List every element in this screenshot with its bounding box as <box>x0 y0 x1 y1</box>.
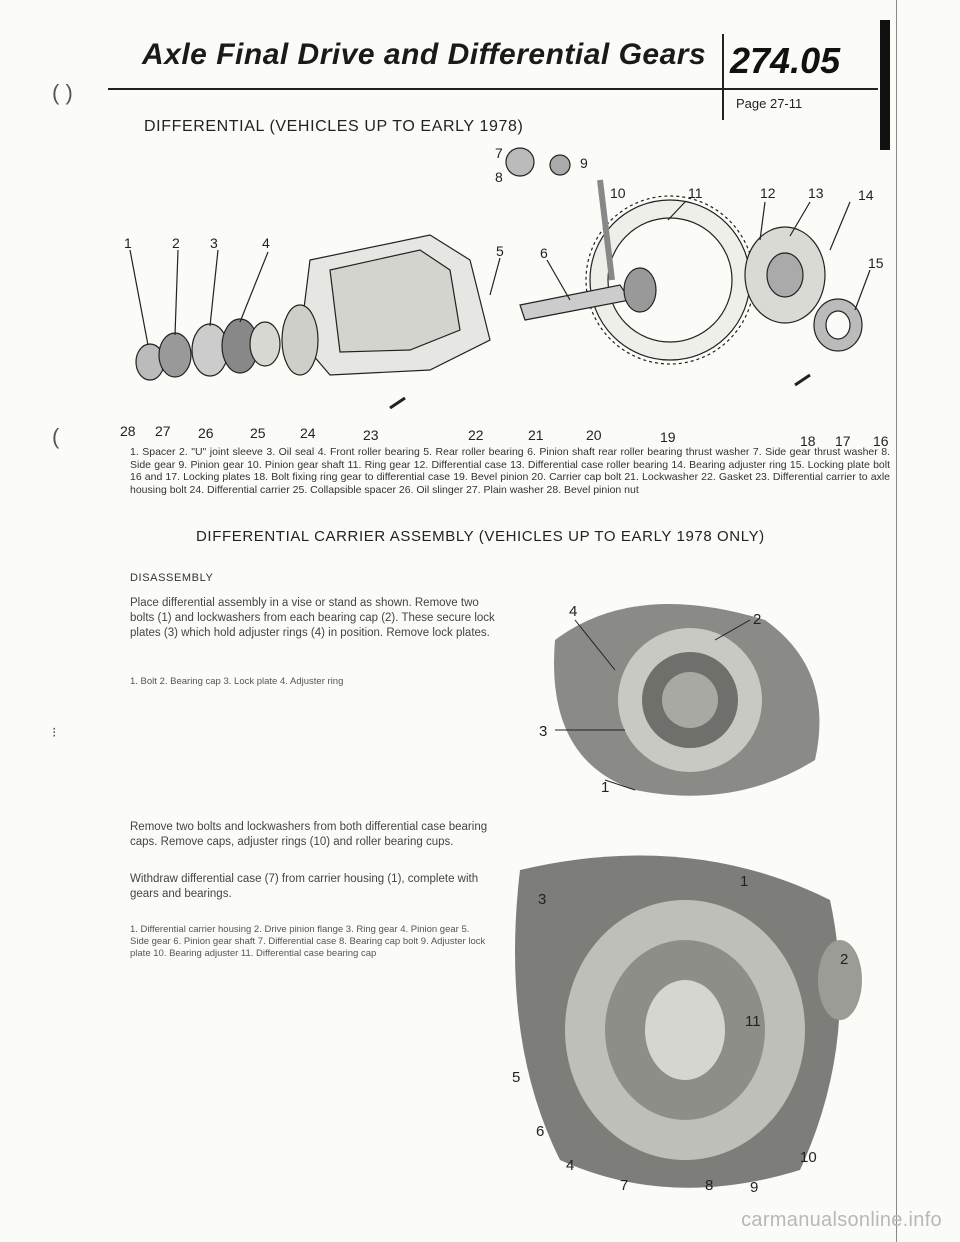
svg-text:9: 9 <box>580 155 588 171</box>
svg-text:7: 7 <box>620 1177 629 1194</box>
svg-text:3: 3 <box>539 723 548 740</box>
svg-text:18: 18 <box>800 433 816 449</box>
svg-text:6: 6 <box>540 245 548 261</box>
svg-text:4: 4 <box>569 603 578 620</box>
binding-hole-mark: ⁝ <box>52 724 57 740</box>
svg-text:17: 17 <box>835 433 851 449</box>
svg-text:2: 2 <box>840 951 849 968</box>
svg-text:13: 13 <box>808 185 824 201</box>
svg-text:7: 7 <box>495 145 503 161</box>
photo-differential-vise <box>515 580 860 805</box>
svg-text:22: 22 <box>468 427 484 443</box>
svg-text:8: 8 <box>705 1177 714 1194</box>
svg-text:27: 27 <box>155 423 171 439</box>
watermark: carmanualsonline.info <box>741 1209 942 1231</box>
binding-hole-mark: ( <box>52 424 60 449</box>
svg-text:6: 6 <box>536 1123 545 1140</box>
svg-text:1: 1 <box>601 779 610 796</box>
diagram-caption: 1. Spacer 2. "U" joint sleeve 3. Oil seal 4. Front roller bearing 5. Rear roller bearing 6. Pinion shaft rear roller bearing thrust washer 7. Side gear thrust washer 8. Side gear 9. Pinion gear 10. Pinion gear shaft 11. Ring gear 12. Differential case 13. Differential case roller bearing 14. Bearing adjuster ring 15. Locking plate bolt 16 and 17. Locking plates 18. Bolt fixing ring gear to differential case 19. Bevel pinion 20. Carrier cap bolt 21. Lockwasher 22. Gasket 23. Differential carrier to axle housing bolt 24. Differential carrier 25. Collapsible spacer 26. Oil slinger 27. Plain washer 28. Bevel pinion nut <box>130 446 890 496</box>
svg-text:10: 10 <box>800 1149 817 1166</box>
svg-text:24: 24 <box>300 425 316 441</box>
svg-text:4: 4 <box>262 235 270 251</box>
svg-text:1: 1 <box>740 873 749 890</box>
svg-text:5: 5 <box>512 1069 521 1086</box>
svg-text:16: 16 <box>873 433 889 449</box>
svg-text:4: 4 <box>566 1157 575 1174</box>
svg-text:11: 11 <box>688 185 703 201</box>
svg-text:23: 23 <box>363 427 379 443</box>
svg-text:5: 5 <box>496 243 504 259</box>
binding-edge-line <box>896 0 897 1242</box>
svg-text:1: 1 <box>124 235 132 251</box>
disassembly-subhead: DISASSEMBLY <box>130 572 214 584</box>
carrier-title: DIFFERENTIAL CARRIER ASSEMBLY (VEHICLES UP TO EARLY 1978 ONLY) <box>196 528 765 545</box>
page-title: Axle Final Drive and Differential Gears <box>142 38 707 71</box>
svg-text:20: 20 <box>586 427 602 443</box>
legend-2: 1. Differential carrier housing 2. Drive pinion flange 3. Ring gear 4. Pinion gear 5. Side gear 6. Pinion gear shaft 7. Differential case 8. Bearing cap bolt 9. Adjuster lock plate 10. Bearing adjuster 11. Differential case bearing cap <box>130 924 486 959</box>
paragraph-1: Place differential assembly in a vise or stand as shown. Remove two bolts (1) and lockwashers from each bearing cap (2). These secure lock plates (3) which hold adjuster rings (4) in position. Remove lock plates. <box>130 597 495 639</box>
svg-text:11: 11 <box>745 1013 761 1030</box>
svg-text:15: 15 <box>868 255 884 271</box>
binding-hole-mark: ( ) <box>52 80 73 105</box>
svg-text:2: 2 <box>753 611 762 628</box>
svg-text:8: 8 <box>495 169 503 185</box>
exploded-diagram <box>100 140 890 455</box>
section-code: 274.05 <box>730 40 841 81</box>
paragraph-2: Remove two bolts and lockwashers from both differential case bearing caps. Remove caps, adjuster rings (10) and roller bearing cups. <box>130 821 488 848</box>
svg-text:3: 3 <box>538 891 547 908</box>
svg-text:19: 19 <box>660 429 676 445</box>
svg-text:14: 14 <box>858 187 874 203</box>
section-title: DIFFERENTIAL (VEHICLES UP TO EARLY 1978) <box>144 118 524 135</box>
svg-text:2: 2 <box>172 235 180 251</box>
svg-text:12: 12 <box>760 185 776 201</box>
photo-carrier-housing <box>500 840 870 1200</box>
svg-text:3: 3 <box>210 235 218 251</box>
svg-text:10: 10 <box>610 185 626 201</box>
svg-text:26: 26 <box>198 425 214 441</box>
svg-text:28: 28 <box>120 423 136 439</box>
page-number: Page 27-11 <box>736 96 803 111</box>
svg-text:25: 25 <box>250 425 266 441</box>
svg-text:9: 9 <box>750 1179 759 1196</box>
paragraph-3: Withdraw differential case (7) from carrier housing (1), complete with gears and bearings. <box>130 873 479 900</box>
svg-text:21: 21 <box>528 427 544 443</box>
legend-1: 1. Bolt 2. Bearing cap 3. Lock plate 4. Adjuster ring <box>130 676 344 687</box>
